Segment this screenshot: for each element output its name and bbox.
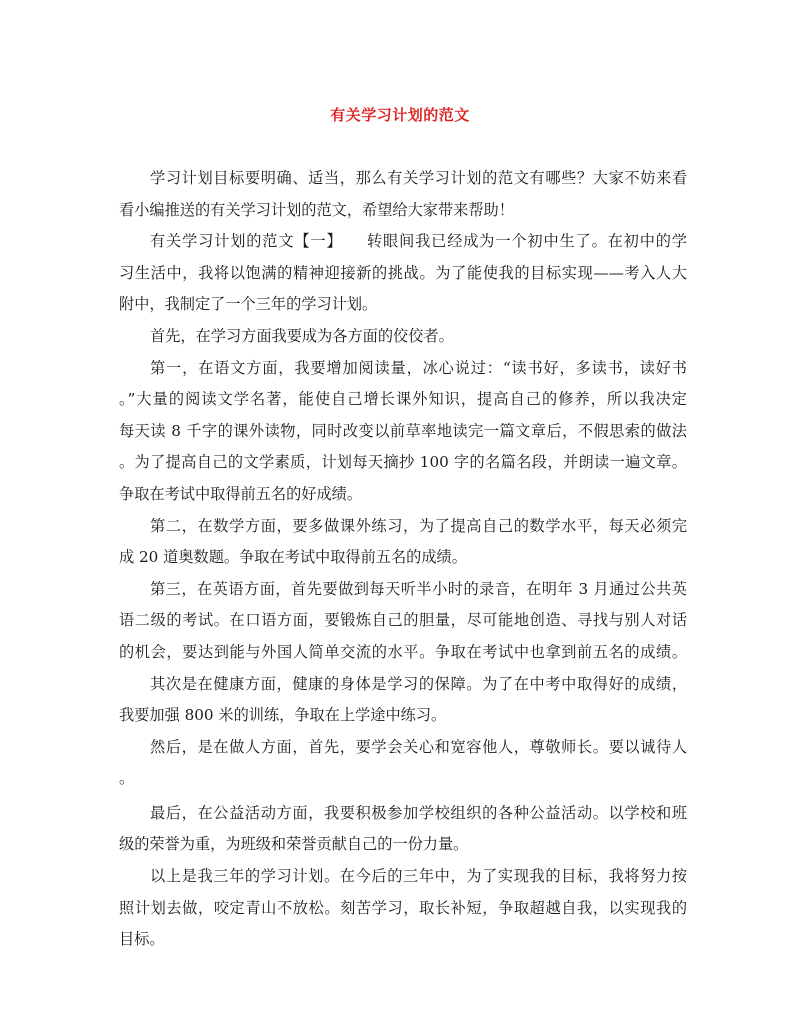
text-line: 附中，我制定了一个三年的学习计划。 xyxy=(119,295,378,314)
text-line: 成 20 道奥数题。争取在考试中取得前五名的成绩。 xyxy=(119,548,467,567)
text-line: 第一，在语文方面，我要增加阅读量，冰心说过：“读书好，多读书，读好书 xyxy=(150,358,687,377)
text-line: 。为了提高自己的文学素质，计划每天摘抄 100 字的名篇名段，并朗读一遍文章。 xyxy=(119,453,687,472)
text-line: 然后，是在做人方面，首先，要学会关心和宽容他人，尊敬师长。要以诚待人 xyxy=(150,737,687,756)
text-line: 习生活中，我将以饱满的精神迎接新的挑战。为了能使我的目标实现——考入人大 xyxy=(119,263,687,282)
text-line: 的机会，要达到能与外国人简单交流的水平。争取在考试中也拿到前五名的成绩。 xyxy=(119,642,687,661)
text-line: 每天读 8 千字的课外读物，同时改变以前草率地读完一篇文章后，不假思索的做法 xyxy=(119,421,687,440)
text-line: 语二级的考试。在口语方面，要锻炼自己的胆量，尽可能地创造、寻找与别人对话 xyxy=(119,611,687,630)
document-title: 有关学习计划的范文 xyxy=(330,106,470,124)
text-line: 。 xyxy=(119,769,135,788)
text-line: 以上是我三年的学习计划。在今后的三年中，为了实现我的目标，我将努力按 xyxy=(150,867,687,886)
text-line: 最后，在公益活动方面，我要积极参加学校组织的各种公益活动。以学校和班 xyxy=(150,803,687,822)
document-body xyxy=(119,163,687,956)
text-line: 学习计划目标要明确、适当，那么有关学习计划的范文有哪些？大家不妨来看 xyxy=(150,169,687,187)
text-line: 争取在考试中取得前五名的好成绩。 xyxy=(119,484,362,503)
text-line: 第三，在英语方面，首先要做到每天听半小时的录音，在明年 3 月通过公共英 xyxy=(150,579,687,598)
text-line: 其次是在健康方面，健康的身体是学习的保障。为了在中考中取得好的成绩， xyxy=(150,674,687,693)
text-line: 有关学习计划的范文【一】 转眼间我已经成为一个初中生了。在初中的学 xyxy=(150,232,687,251)
text-line: 我要加强 800 米的训练，争取在上学途中练习。 xyxy=(119,706,447,725)
text-line: 。”大量的阅读文学名著，能使自己增长课外知识，提高自己的修养，所以我决定 xyxy=(119,390,687,409)
text-line: 第二，在数学方面，要多做课外练习，为了提高自己的数学水平，每天必须完 xyxy=(150,516,687,535)
text-line: 照计划去做，咬定青山不放松。刻苦学习，取长补短，争取超越自我，以实现我的 xyxy=(119,898,687,917)
text-line: 级的荣誉为重，为班级和荣誉贡献自己的一份力量。 xyxy=(119,835,469,854)
text-line: 目标。 xyxy=(119,930,165,949)
text-line: 看小编推送的有关学习计划的范文，希望给大家带来帮助！ xyxy=(119,200,514,219)
text-line: 首先，在学习方面我要成为各方面的佼佼者。 xyxy=(150,326,454,345)
